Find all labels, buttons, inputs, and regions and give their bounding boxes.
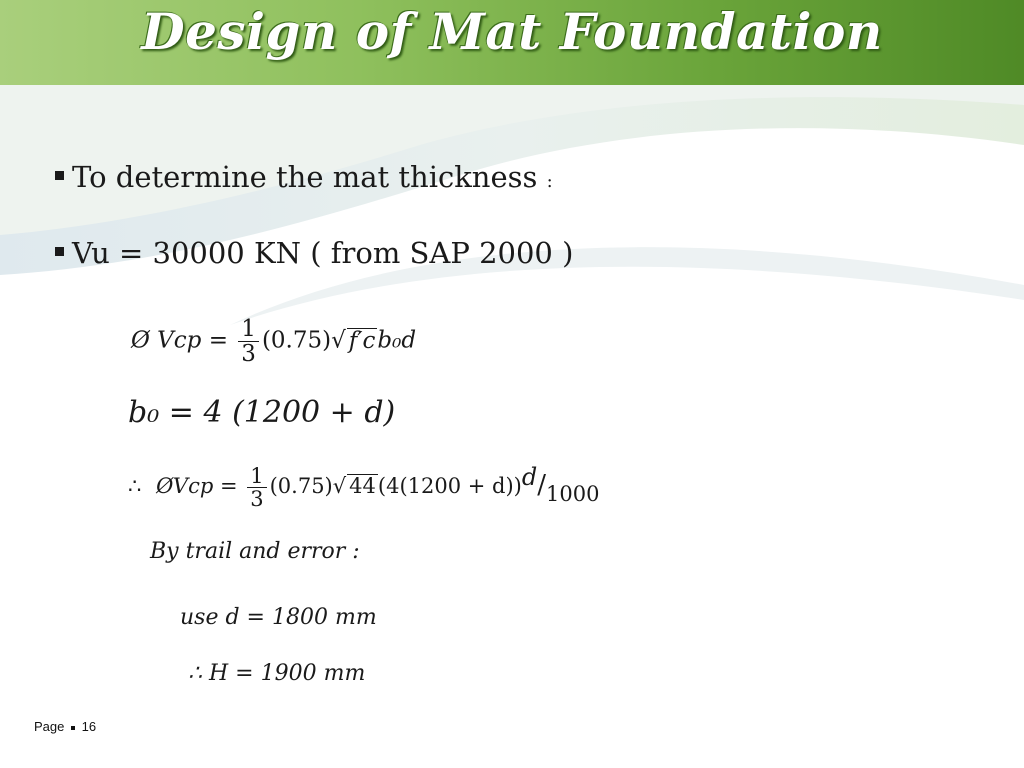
- square-bullet-icon: [55, 171, 64, 180]
- sqrt-icon: √: [331, 327, 346, 354]
- square-bullet-icon: [55, 247, 64, 256]
- sqrt-icon: √: [332, 474, 347, 499]
- bullet-item: Vu = 30000 KN ( from SAP 2000 ): [55, 236, 573, 270]
- equation-shear-capacity: Ø Vcp = $\frac{1}{3}$ (0.75)√ f′cb₀d: [131, 316, 417, 368]
- equation-substituted: ∴ ØVcp = $\frac{1}{3}$ (0.75)√ 44(4(1200 + d))d/1000: [128, 463, 600, 512]
- fraction: $\frac{1}{3}$: [238, 317, 259, 366]
- square-bullet-icon: [71, 726, 75, 730]
- slide-title: Design of Mat Foundation: [141, 2, 883, 61]
- fraction: $\frac{1}{3}$: [247, 465, 266, 510]
- trial-note: By trail and error :: [150, 539, 360, 564]
- bullet-item: To determine the mat thickness :: [55, 160, 553, 194]
- equation-perimeter: b₀ = 4 (1200 + d): [128, 395, 396, 430]
- equation-thickness-result: ∴ H = 1900 mm: [188, 661, 366, 686]
- page-footer: Page 16: [34, 719, 97, 734]
- equation-depth: use d = 1800 mm: [180, 605, 377, 630]
